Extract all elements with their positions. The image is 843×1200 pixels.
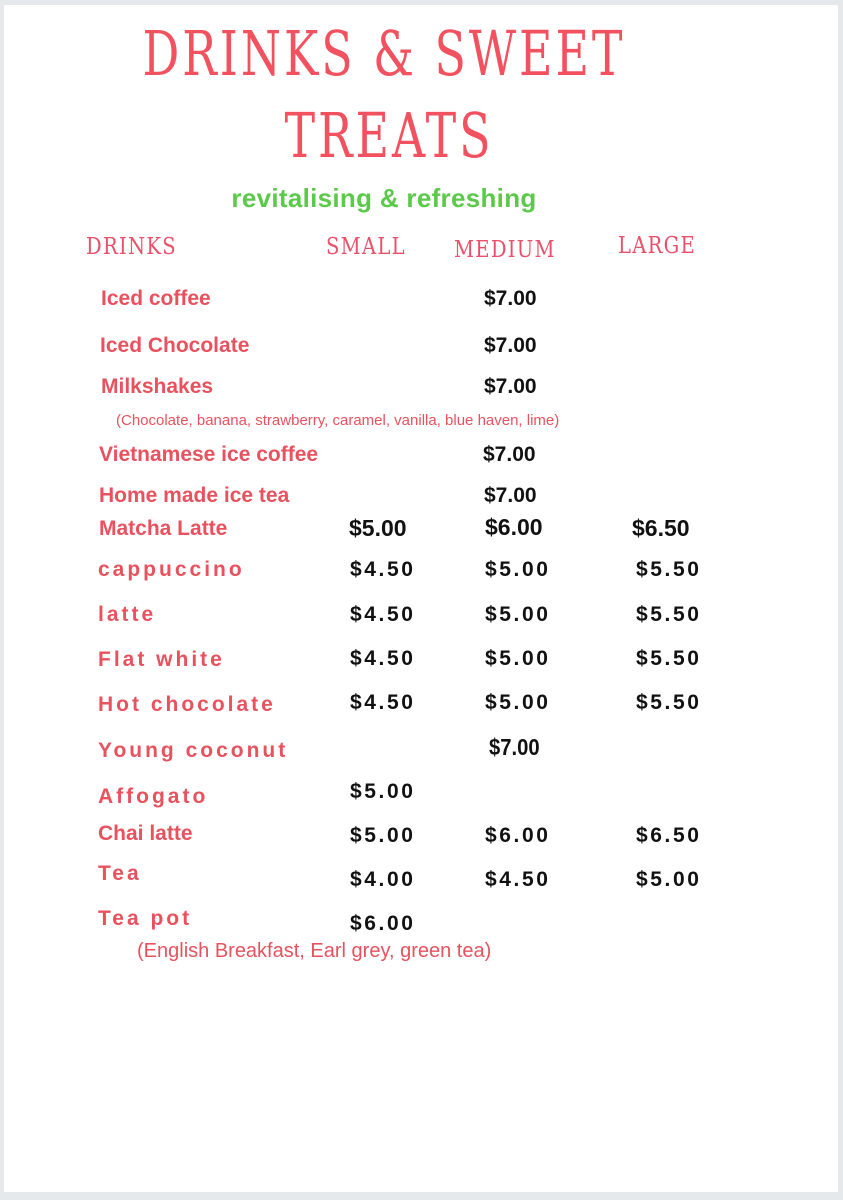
price-medium-matcha-latte: $6.00 — [485, 514, 543, 540]
price-large-tea: $5.00 — [636, 868, 702, 891]
price-small-cappuccino: $4.50 — [350, 558, 416, 581]
item-name-tea-pot: Tea pot — [98, 907, 193, 930]
price-medium-latte: $5.00 — [485, 603, 551, 626]
price-medium-tea: $4.50 — [485, 868, 551, 891]
item-name-hot-chocolate: Hot chocolate — [98, 693, 276, 716]
menu-title-line-2: TREATS — [284, 99, 494, 172]
item-name-latte: latte — [98, 603, 157, 626]
price-large-flat-white: $5.50 — [636, 647, 702, 670]
price-medium-iced-coffee: $7.00 — [484, 287, 537, 310]
price-large-hot-chocolate: $5.50 — [636, 691, 702, 714]
column-header-small: SMALL — [326, 234, 406, 260]
price-small-chai-latte: $5.00 — [350, 824, 416, 847]
price-medium-hot-chocolate: $5.00 — [485, 691, 551, 714]
menu-subtitle: revitalising & refreshing — [231, 183, 537, 213]
menu-page — [4, 5, 838, 1192]
item-name-chai-latte: Chai latte — [98, 822, 193, 845]
price-large-cappuccino: $5.50 — [636, 558, 702, 581]
price-medium-iced-chocolate: $7.00 — [484, 334, 537, 357]
price-medium-flat-white: $5.00 — [485, 647, 551, 670]
price-medium-young-coconut: $7.00 — [489, 734, 540, 760]
item-name-milkshakes: Milkshakes — [101, 375, 214, 398]
menu-title-line-1: DRINKS & SWEET — [142, 17, 626, 90]
price-large-latte: $5.50 — [636, 603, 702, 626]
price-large-matcha-latte: $6.50 — [632, 515, 690, 541]
price-large-chai-latte: $6.50 — [636, 824, 702, 847]
item-name-iced-coffee: Iced coffee — [101, 287, 211, 310]
column-header-drinks: DRINKS — [86, 234, 177, 260]
price-medium-home-made-ice-tea: $7.00 — [484, 484, 537, 507]
price-medium-milkshakes: $7.00 — [484, 375, 537, 398]
price-small-affogato: $5.00 — [350, 780, 416, 803]
item-name-matcha-latte: Matcha Latte — [99, 517, 228, 540]
item-name-home-made-ice-tea: Home made ice tea — [99, 484, 290, 507]
price-small-matcha-latte: $5.00 — [349, 515, 407, 541]
item-name-iced-chocolate: Iced Chocolate — [100, 334, 250, 357]
price-medium-chai-latte: $6.00 — [485, 824, 551, 847]
item-name-vietnamese-ice-coffee: Vietnamese ice coffee — [99, 443, 319, 466]
milkshake-flavours-note: (Chocolate, banana, strawberry, caramel, vanilla, blue haven, lime) — [116, 412, 560, 429]
item-name-tea: Tea — [98, 862, 142, 885]
price-small-flat-white: $4.50 — [350, 647, 416, 670]
column-header-large: LARGE — [618, 233, 697, 259]
price-small-latte: $4.50 — [350, 603, 416, 626]
item-name-affogato: Affogato — [98, 785, 209, 808]
item-name-cappuccino: cappuccino — [98, 558, 245, 581]
column-header-medium: MEDIUM — [454, 237, 556, 263]
item-name-young-coconut: Young coconut — [98, 739, 289, 762]
price-small-tea-pot: $6.00 — [350, 912, 416, 935]
item-name-flat-white: Flat white — [98, 648, 225, 671]
price-small-hot-chocolate: $4.50 — [350, 691, 416, 714]
price-medium-vietnamese-ice-coffee: $7.00 — [483, 443, 536, 466]
price-medium-cappuccino: $5.00 — [485, 558, 551, 581]
price-small-tea: $4.00 — [350, 868, 416, 891]
tea-pot-varieties-note: (English Breakfast, Earl grey, green tea) — [137, 940, 492, 962]
